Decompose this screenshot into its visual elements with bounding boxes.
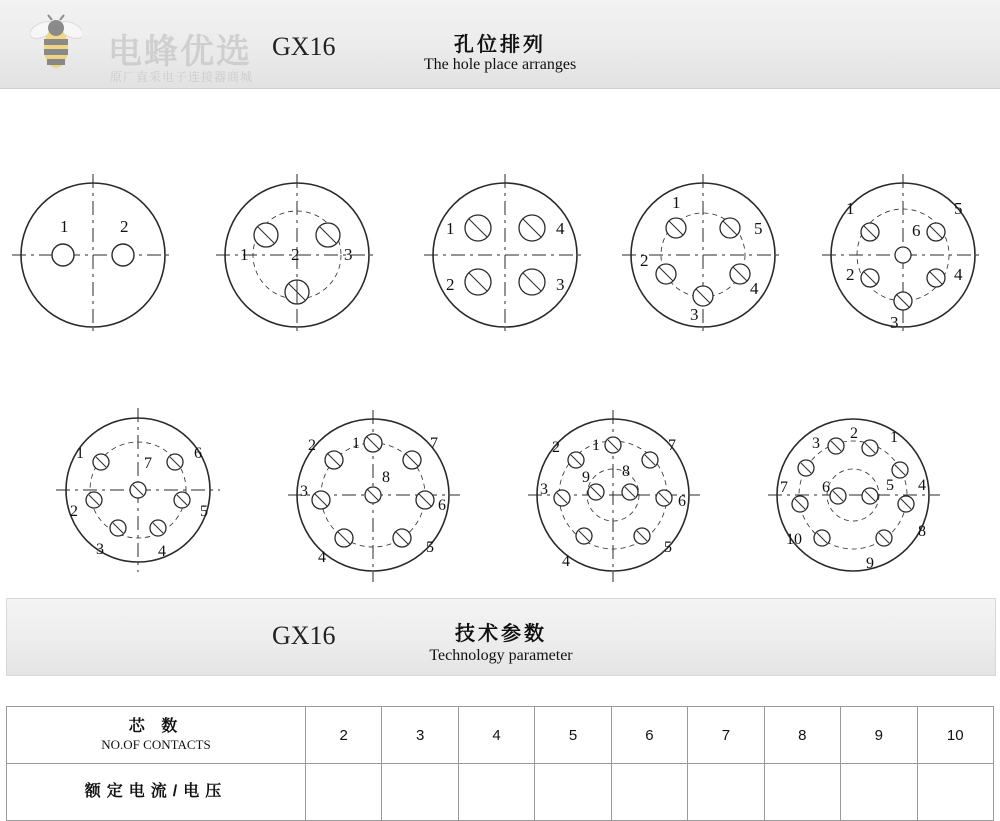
svg-text:6: 6 bbox=[912, 221, 921, 240]
cell-contacts-2: 2 bbox=[306, 707, 382, 764]
row-label-en: NO.OF CONTACTS bbox=[101, 737, 211, 753]
cell-contacts-3: 3 bbox=[382, 707, 458, 764]
table-row bbox=[7, 707, 994, 764]
svg-text:2: 2 bbox=[850, 425, 858, 442]
svg-text:2: 2 bbox=[120, 217, 129, 236]
table-row bbox=[7, 764, 994, 821]
svg-text:3: 3 bbox=[300, 483, 308, 500]
pin-diagram-7 bbox=[48, 400, 228, 580]
svg-text:2: 2 bbox=[291, 245, 300, 264]
svg-text:1: 1 bbox=[846, 199, 855, 218]
svg-text:1: 1 bbox=[76, 445, 84, 462]
row-label-contacts bbox=[7, 707, 306, 764]
svg-text:5: 5 bbox=[664, 539, 672, 556]
svg-text:4: 4 bbox=[158, 543, 166, 560]
pin-diagram-3 bbox=[212, 170, 382, 340]
watermark-tagline: 原厂直采电子连接器商城 bbox=[110, 70, 254, 84]
row-label-cn: 额定电流/电压 bbox=[84, 783, 228, 800]
cell-cv-4 bbox=[458, 764, 534, 821]
pin-diagram-8 bbox=[278, 400, 468, 590]
row-label-cn: 芯 数 bbox=[128, 718, 184, 736]
pin-diagram-2 bbox=[8, 170, 178, 340]
svg-text:6: 6 bbox=[822, 479, 830, 496]
cell-cv-2 bbox=[306, 764, 382, 821]
svg-text:1: 1 bbox=[60, 217, 69, 236]
svg-text:5: 5 bbox=[754, 219, 763, 238]
svg-text:3: 3 bbox=[556, 275, 565, 294]
cell-cv-10 bbox=[917, 764, 994, 821]
cell-cv-5 bbox=[535, 764, 611, 821]
mid-model: GX16 bbox=[272, 621, 336, 650]
svg-text:3: 3 bbox=[812, 435, 820, 452]
svg-text:1: 1 bbox=[352, 435, 360, 452]
svg-text:2: 2 bbox=[552, 439, 560, 456]
cell-contacts-8: 8 bbox=[764, 707, 840, 764]
cell-cv-3 bbox=[382, 764, 458, 821]
cell-contacts-6: 6 bbox=[611, 707, 687, 764]
pin-diagram-5 bbox=[618, 170, 788, 340]
svg-text:5: 5 bbox=[954, 199, 963, 218]
svg-text:1: 1 bbox=[672, 193, 681, 212]
svg-text:2: 2 bbox=[308, 437, 316, 454]
svg-text:7: 7 bbox=[780, 479, 788, 496]
mid-title-cn: 技术参数 bbox=[455, 623, 547, 645]
svg-text:2: 2 bbox=[640, 251, 649, 270]
svg-text:9: 9 bbox=[582, 469, 590, 486]
svg-text:8: 8 bbox=[918, 523, 926, 540]
svg-text:4: 4 bbox=[562, 553, 570, 570]
svg-text:5: 5 bbox=[426, 539, 434, 556]
svg-text:3: 3 bbox=[344, 245, 353, 264]
svg-text:5: 5 bbox=[886, 477, 894, 494]
cell-cv-7 bbox=[688, 764, 764, 821]
svg-text:3: 3 bbox=[96, 541, 104, 558]
svg-text:2: 2 bbox=[446, 275, 455, 294]
pin-diagram-6 bbox=[818, 170, 988, 340]
cell-cv-8 bbox=[764, 764, 840, 821]
row-label-current-voltage bbox=[7, 764, 306, 821]
svg-text:1: 1 bbox=[592, 437, 600, 454]
mid-title-en: Technology parameter bbox=[429, 647, 573, 664]
svg-text:2: 2 bbox=[70, 503, 78, 520]
watermark-brand: 电蜂优选 bbox=[108, 33, 252, 71]
svg-text:6: 6 bbox=[438, 497, 446, 514]
svg-text:1: 1 bbox=[890, 429, 898, 446]
pin-diagram-9 bbox=[518, 400, 708, 590]
cell-contacts-9: 9 bbox=[841, 707, 917, 764]
cell-contacts-10: 10 bbox=[917, 707, 994, 764]
cell-cv-9 bbox=[841, 764, 917, 821]
svg-text:8: 8 bbox=[382, 469, 390, 486]
svg-text:4: 4 bbox=[918, 477, 926, 494]
svg-text:4: 4 bbox=[954, 265, 963, 284]
svg-text:4: 4 bbox=[318, 549, 326, 566]
pin-layout-diagrams bbox=[0, 110, 1000, 580]
cell-contacts-7: 7 bbox=[688, 707, 764, 764]
spec-table bbox=[6, 706, 994, 821]
cell-contacts-5: 5 bbox=[535, 707, 611, 764]
svg-text:6: 6 bbox=[194, 445, 202, 462]
cell-contacts-4: 4 bbox=[458, 707, 534, 764]
svg-text:1: 1 bbox=[240, 245, 249, 264]
svg-text:2: 2 bbox=[846, 265, 855, 284]
svg-text:4: 4 bbox=[750, 279, 759, 298]
svg-text:3: 3 bbox=[690, 305, 699, 324]
pin-diagram-10 bbox=[758, 400, 948, 590]
header-model: GX16 bbox=[272, 32, 336, 61]
page-header bbox=[0, 0, 1000, 89]
svg-text:9: 9 bbox=[866, 555, 874, 572]
header-title-en: The hole place arranges bbox=[423, 56, 577, 73]
header-title-cn: 孔位排列 bbox=[454, 34, 546, 56]
svg-text:7: 7 bbox=[430, 435, 438, 452]
svg-text:10: 10 bbox=[786, 531, 802, 548]
svg-text:3: 3 bbox=[540, 481, 548, 498]
svg-text:3: 3 bbox=[890, 313, 899, 332]
svg-text:8: 8 bbox=[622, 463, 630, 480]
svg-text:4: 4 bbox=[556, 219, 565, 238]
svg-text:1: 1 bbox=[446, 219, 455, 238]
svg-text:6: 6 bbox=[678, 493, 686, 510]
svg-text:7: 7 bbox=[668, 437, 676, 454]
pin-diagram-4 bbox=[420, 170, 590, 340]
svg-text:7: 7 bbox=[144, 455, 152, 472]
svg-text:5: 5 bbox=[200, 503, 208, 520]
tech-param-header bbox=[6, 598, 996, 676]
cell-cv-6 bbox=[611, 764, 687, 821]
